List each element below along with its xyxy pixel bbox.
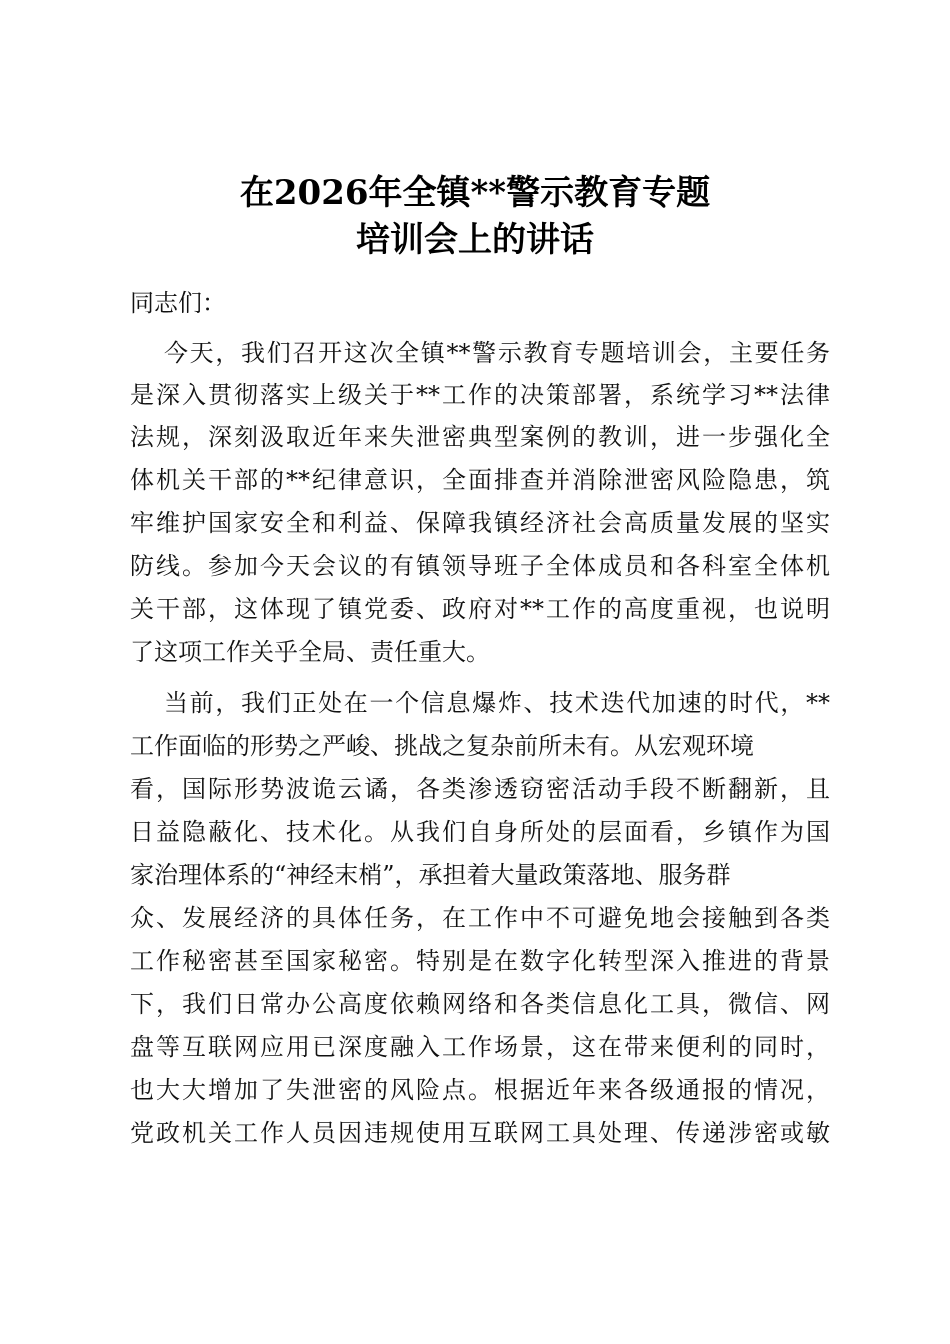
salutation: 同志们：	[130, 289, 226, 317]
paragraph-2-line: 党政机关工作人员因违规使用互联网工具处理、传递涉密或敏	[130, 1119, 830, 1147]
document-title-line-2: 培训会上的讲话	[356, 220, 594, 260]
paragraph-2-line: 工作面临的形势之严峻、挑战之复杂前所未有。从宏观环境	[130, 732, 754, 760]
paragraph-1-line: 牢维护国家安全和利益、保障我镇经济社会高质量发展的坚实	[130, 509, 830, 537]
paragraph-1-line: 防线。参加今天会议的有镇领导班子全体成员和各科室全体机	[130, 552, 830, 580]
paragraph-2-line: 下，我们日常办公高度依赖网络和各类信息化工具，微信、网	[130, 990, 830, 1018]
paragraph-1-line: 今天，我们召开这次全镇**警示教育专题培训会，主要任务	[164, 339, 830, 367]
paragraph-2-line: 日益隐蔽化、技术化。从我们自身所处的层面看，乡镇作为国	[130, 818, 830, 846]
paragraph-2-line: 盘等互联网应用已深度融入工作场景，这在带来便利的同时，	[130, 1033, 830, 1061]
paragraph-1-line: 关干部，这体现了镇党委、政府对**工作的高度重视，也说明	[130, 595, 830, 623]
paragraph-2-line: 也大大增加了失泄密的风险点。根据近年来各级通报的情况，	[130, 1076, 830, 1104]
paragraph-1-line: 体机关干部的**纪律意识，全面排查并消除泄密风险隐患，筑	[130, 466, 830, 494]
paragraph-2-line: 众、发展经济的具体任务，在工作中不可避免地会接触到各类	[130, 904, 830, 932]
paragraph-2-line: 看，国际形势波诡云谲，各类渗透窃密活动手段不断翻新，且	[130, 775, 830, 803]
paragraph-2-line: 当前，我们正处在一个信息爆炸、技术迭代加速的时代，**	[164, 689, 830, 717]
paragraph-2-line: 家治理体系的“神经末梢”，承担着大量政策落地、服务群	[130, 861, 731, 889]
paragraph-2-line: 工作秘密甚至国家秘密。特别是在数字化转型深入推进的背景	[130, 947, 830, 975]
paragraph-1-line: 法规，深刻汲取近年来失泄密典型案例的教训，进一步强化全	[130, 423, 830, 451]
document-title-line-1: 在2026年全镇**警示教育专题	[239, 173, 711, 213]
paragraph-1-line: 了这项工作关乎全局、责任重大。	[130, 638, 490, 666]
paragraph-1-line: 是深入贯彻落实上级关于**工作的决策部署，系统学习**法律	[130, 381, 830, 409]
